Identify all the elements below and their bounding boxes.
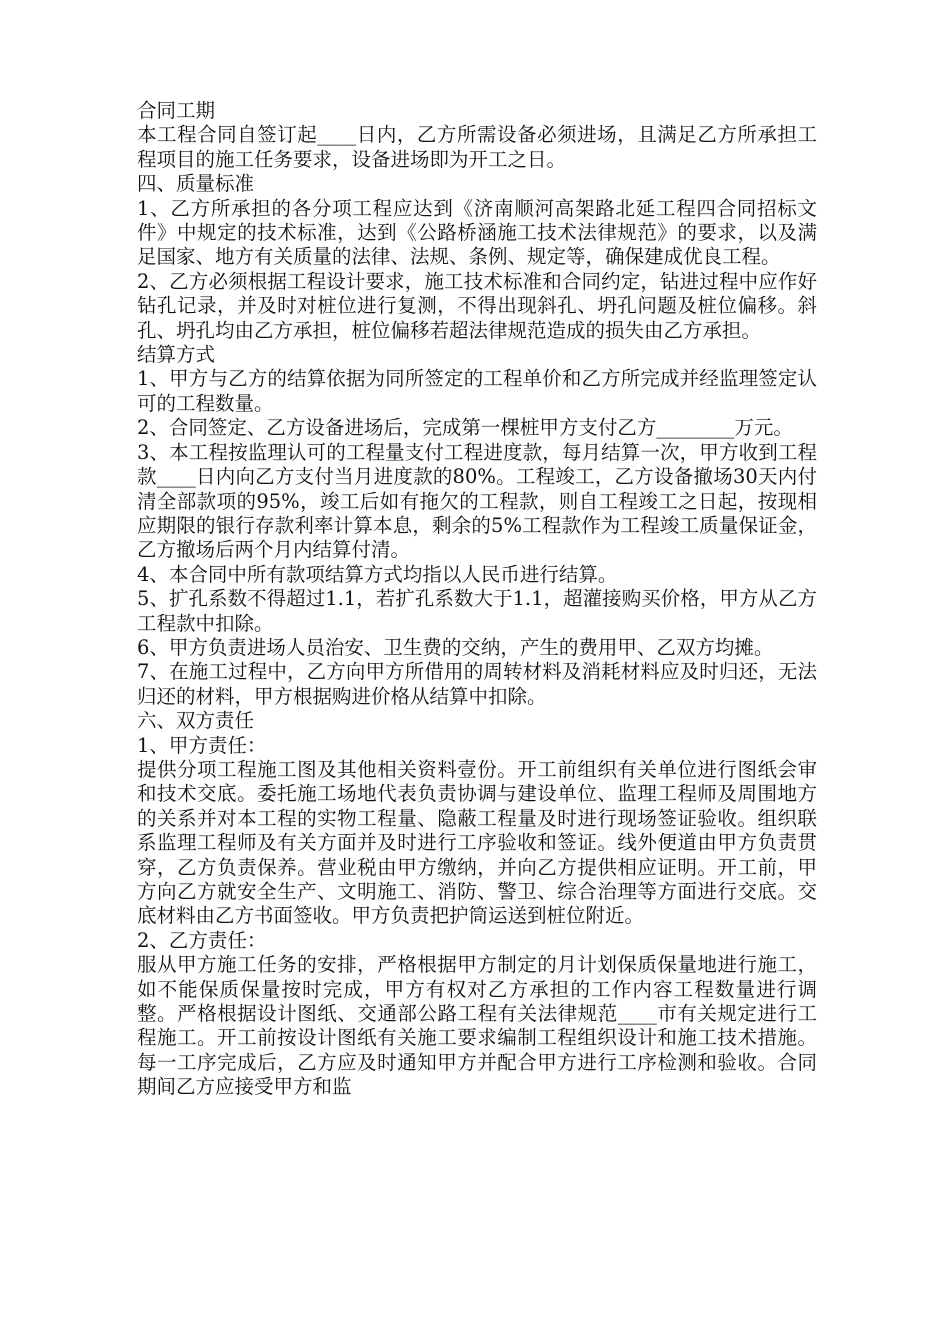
paragraph-settlement-7: 7、在施工过程中，乙方向甲方所借用的周转材料及消耗材料应及时归还，无法归还的材料，甲方根据购进价格从结算中扣除。	[137, 660, 817, 708]
section-heading-responsibilities: 六、双方责任	[137, 709, 255, 733]
paragraph-party-a-duties: 提供分项工程施工图及其他相关资料壹份。开工前组织有关单位进行图纸会审和技术交底。委托施工场地代表负责协调与建设单位、监理工程师及周围地方的关系并对本工程的实物工程量、隐蔽工程量及时进行现场签证验收。组织联系监理工程师及有关方面并及时进行工序验收和签证。线外便道由甲方负责贯穿，乙方负责保养。营业税由甲方缴纳，并向乙方提供相应证明。开工前，甲方向乙方就安全生产、文明施工、消防、警卫、综合治理等方面进行交底。交底材料由乙方书面签收。甲方负责把护筒运送到桩位附近。	[137, 757, 817, 928]
paragraph-settlement-6: 6、甲方负责进场人员治安、卫生费的交纳，产生的费用甲、乙双方均摊。	[137, 635, 774, 659]
paragraph-settlement-5: 5、扩孔系数不得超过1.1，若扩孔系数大于1.1，超灌接购买价格，甲方从乙方工程款中扣除。	[137, 587, 817, 635]
paragraph-party-b-duties: 服从甲方施工任务的安排，严格根据甲方制定的月计划保质保量地进行施工，如不能保质保量按时完成，甲方有权对乙方承担的工作内容工程数量进行调整。严格根据设计图纸、交通部公路工程有关法律规范____市有关规定进行工程施工。开工前按设计图纸有关施工要求编制工程组织设计和施工技术措施。每一工序完成后，乙方应及时通知甲方并配合甲方进行工序检测和验收。合同期间乙方应接受甲方和监	[137, 953, 817, 1099]
section-heading-settlement: 结算方式	[137, 343, 216, 367]
paragraph-settlement-2: 2、合同签定、乙方设备进场后，完成第一棵桩甲方支付乙方________万元。	[137, 416, 793, 440]
paragraph-settlement-1: 1、甲方与乙方的结算依据为同所签定的工程单价和乙方所完成并经监理签定认可的工程数量。	[137, 367, 817, 415]
document-page	[137, 99, 817, 1100]
section-heading-contract-period: 合同工期	[137, 99, 216, 122]
paragraph-settlement-3: 3、本工程按监理认可的工程量支付工程进度款，每月结算一次，甲方收到工程款____日内向乙方支付当月进度款的80%。工程竣工，乙方设备撤场30天内付清全部款项的95%，竣工后如有拖欠的工程款，则自工程竣工之日起，按现相应期限的银行存款利率计算本息，剩余的5%工程款作为工程竣工质量保证金，乙方撤场后两个月内结算付清。	[137, 440, 817, 562]
paragraph-quality-1: 1、乙方所承担的各分项工程应达到《济南顺河高架路北延工程四合同招标文件》中规定的技术标准，达到《公路桥涵施工技术法律规范》的要求，以及满足国家、地方有关质量的法律、法规、条例、规定等，确保建成优良工程。	[137, 196, 817, 269]
subheading-party-b-duties: 2、乙方责任：	[137, 928, 267, 952]
paragraph-quality-2: 2、乙方必须根据工程设计要求，施工技术标准和合同约定，钻进过程中应作好钻孔记录，并及时对桩位进行复测，不得出现斜孔、坍孔问题及桩位偏移。斜孔、坍孔均由乙方承担，桩位偏移若超法律规范造成的损失由乙方承担。	[137, 269, 817, 342]
paragraph-contract-period: 本工程合同自签订起____日内，乙方所需设备必须进场，且满足乙方所承担工程项目的施工任务要求，设备进场即为开工之日。	[137, 123, 817, 171]
paragraph-settlement-4: 4、本合同中所有款项结算方式均指以人民币进行结算。	[137, 562, 618, 586]
section-heading-quality-standard: 四、质量标准	[137, 172, 255, 196]
subheading-party-a-duties: 1、甲方责任：	[137, 733, 267, 757]
